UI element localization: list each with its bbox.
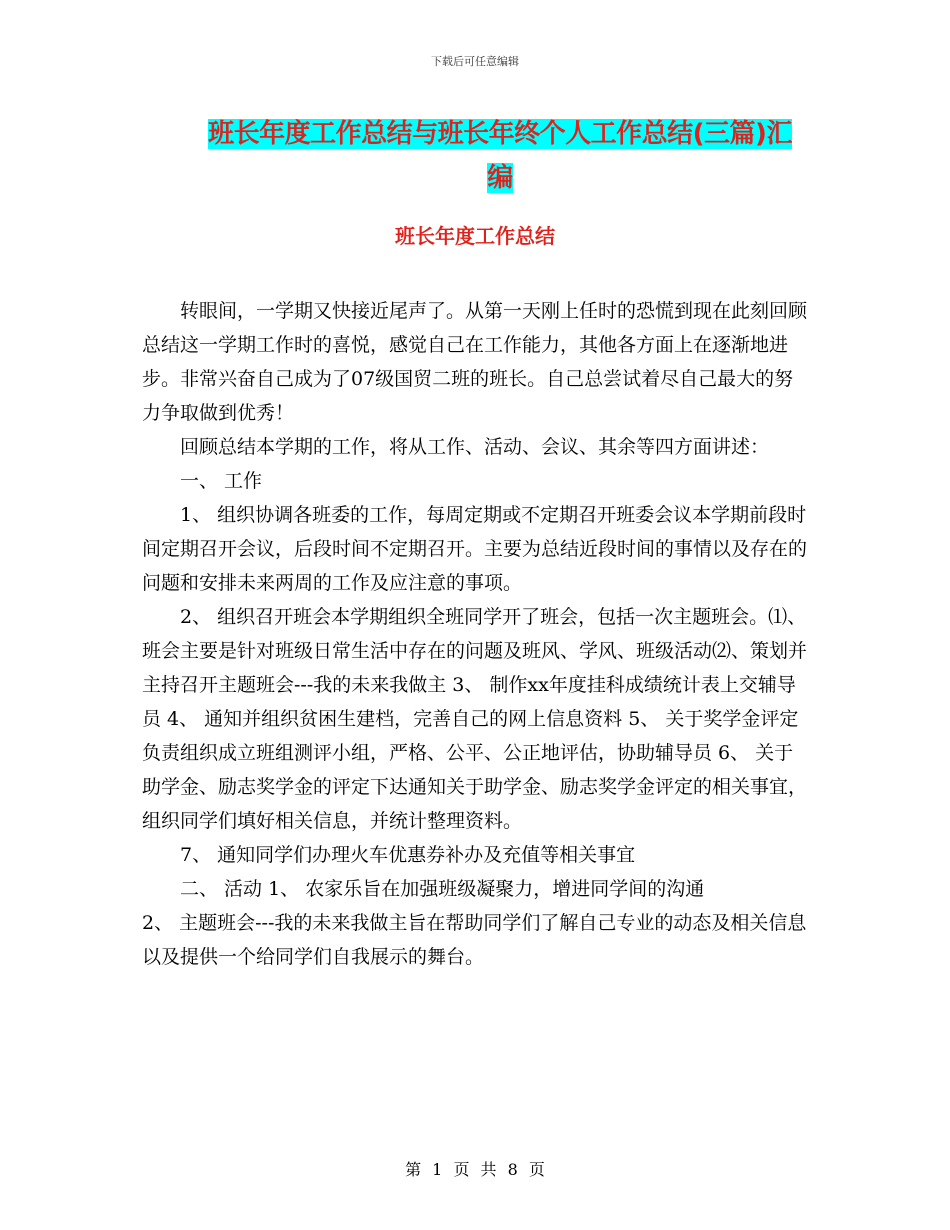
section-heading: 班长年度工作总结 (395, 224, 555, 248)
paragraph: 2、 组织召开班会本学期组织全班同学开了班会，包括一次主题班会。⑴、班会主要是针对班级日常生活中存在的问题及班风、学风、班级活动⑵、策划并主持召开主题班会---我的未来我做主 3、 制作xx年度挂科成绩统计表上交辅导员 4、 通知并组织贫困生建档，完善自己的网上信息资料 5、 关于奖学金评定负责组织成立班组测评小组，严格、公平、公正地评估，协助辅导员 6、 关于助学金、励志奖学金的评定下达通知关于助学金、励志奖学金评定的相关事宜，组织同学们填好相关信息，并统计整理资料。 (142, 606, 808, 832)
paragraph: 二、 活动 1、 农家乐旨在加强班级凝聚力，增进同学间的沟通 (180, 878, 705, 900)
header-note: 下载后可任意编辑 (431, 55, 519, 68)
paragraph: 一、 工作 (180, 470, 263, 492)
title-line-2: 编 (487, 163, 513, 193)
document-title (190, 112, 810, 200)
title-line-1: 班长年度工作总结与班长年终个人工作总结(三篇)汇 (208, 119, 792, 149)
paragraph: 1、 组织协调各班委的工作，每周定期或不定期召开班委会议本学期前段时间定期召开会议，后段时间不定期召开。主要为总结近段时间的事情以及存在的问题和安排未来两周的工作及应注意的事项。 (142, 504, 808, 594)
page-footer: 第 1 页 共 8 页 (405, 1160, 545, 1179)
document-body (142, 294, 812, 974)
paragraph: 转眼间，一学期又快接近尾声了。从第一天刚上任时的恐慌到现在此刻回顾总结这一学期工作时的喜悦，感觉自己在工作能力，其他各方面上在逐渐地进步。非常兴奋自己成为了07级国贸二班的班长。自己总尝试着尽自己最大的努力争取做到优秀！ (142, 300, 808, 424)
paragraph: 7、 通知同学们办理火车优惠券补办及充值等相关事宜 (180, 844, 636, 866)
paragraph: 2、 主题班会---我的未来我做主旨在帮助同学们了解自己专业的动态及相关信息以及提供一个给同学们自我展示的舞台。 (142, 912, 807, 968)
paragraph: 回顾总结本学期的工作，将从工作、活动、会议、其余等四方面讲述： (180, 436, 770, 458)
